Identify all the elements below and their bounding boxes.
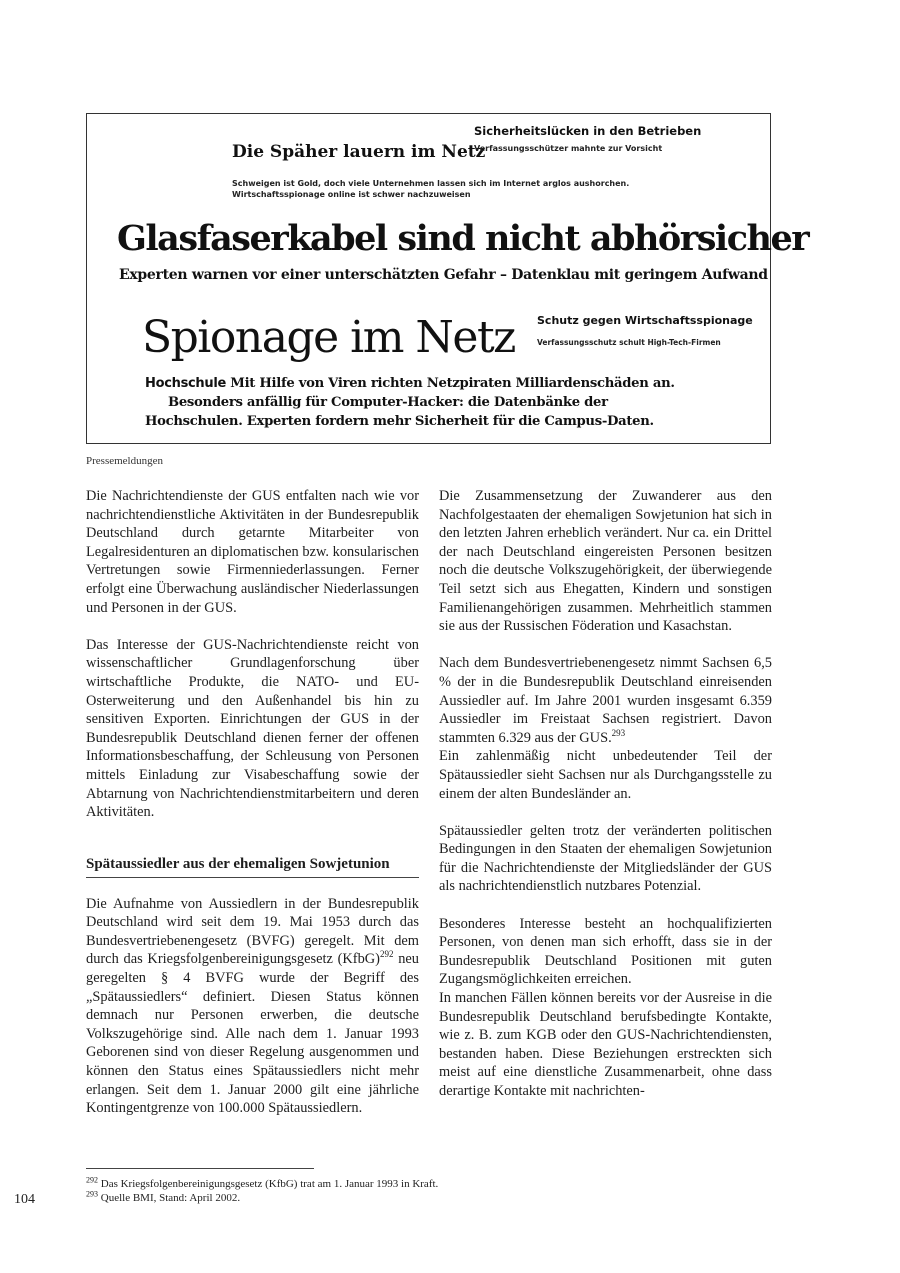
- clipping-headline-spaeher: Die Späher lauern im Netz: [232, 142, 486, 162]
- clipping-headline-spionage: Spionage im Netz: [142, 312, 515, 363]
- footnotes: [86, 1177, 438, 1205]
- figure-caption: Pressemeldungen: [86, 455, 163, 467]
- paragraph: Besonderes Interesse besteht an hochqualifizierten Personen, von denen man sich erhofft, dass sie in der Bundesrepublik Deutschland Positionen mit guten Zugangsmöglichkeiten erreichen.: [439, 915, 772, 988]
- clipping-subheadline-experten: Experten warnen vor einer unterschätzten Gefahr – Datenklau mit geringem Aufwand: [119, 267, 768, 283]
- clipping-side-title-sicherheitsluecken: Sicherheitslücken in den Betrieben: [474, 124, 702, 138]
- clipping-lead-line-1-text: Mit Hilfe von Viren richten Netzpiraten Milliardenschäden an.: [230, 376, 675, 391]
- clipping-lead-text: [145, 374, 675, 431]
- paragraph: Die Zusammensetzung der Zuwanderer aus den Nachfolgestaaten der ehemaligen Sowjetunion hat sich in den letzten Jahren erheblich verändert. Nur ca. ein Drittel der nach Deutschland eingereisten Personen besitzen noch die deutsche Volkszugehörigkeit, der überwiegende Teil setzt sich aus Ehegatten, Kindern und sonstigen Familienangehörigen zusammen. Mehrheitlich stammen sie aus der Russischen Föderation und Kasachstan.: [439, 488, 772, 635]
- clipping-lead-line-2: Besonders anfällig für Computer-Hacker: die Datenbänke der: [168, 395, 608, 410]
- footnote-text: Quelle BMI, Stand: April 2002.: [100, 1192, 241, 1204]
- clipping-headline-glasfaserkabel: Glasfaserkabel sind nicht abhörsicher: [117, 218, 809, 259]
- right-column: [439, 487, 772, 1101]
- press-clipping-image: [86, 113, 809, 444]
- footnote-292: [86, 1177, 438, 1191]
- section-heading: Spätaussiedler aus der ehemaligen Sowjetunion: [86, 855, 419, 878]
- paragraph: Spätaussiedler gelten trotz der veränderten politischen Bedingungen in den Staaten der ehemaligen Sowjetunion für die Nachrichtendienste der Mitgliedsländer der GUS als nachrichtendienstlich nutzbares Potenzial.: [439, 822, 772, 895]
- clipping-teaser-line-2: Wirtschaftsspionage online ist schwer nachzuweisen: [232, 190, 471, 199]
- paragraph: Ein zahlenmäßig nicht unbedeutender Teil der Spätaussiedler sieht Sachsen nur als Durchgangsstelle zu einem der alten Bundesländer an.: [439, 748, 772, 802]
- page-number: 104: [14, 1192, 35, 1207]
- paragraph-text: Die Aufnahme von Aussiedlern in der Bundesrepublik Deutschland wird seit dem 19. Mai 1953 durch das Bundesvertriebenengesetz (BVFG) geregelt. Mit dem durch das Kriegsfolgenbereinigungsgesetz (KfbG): [86, 895, 419, 968]
- paragraph-text: Nach dem Bundesvertriebenengesetz nimmt Sachsen 6,5 % der in die Bundesrepublik Deutschland einreisenden Aussiedler auf. Im Jahre 2001 wurden insgesamt 6.359 Aussiedler im Freistaat Sachsen registriert. Davon stammten 6.329 aus der GUS.: [439, 655, 772, 746]
- clipping-lead-line-3: Hochschulen. Experten fordern mehr Sicherheit für die Campus-Daten.: [145, 414, 654, 429]
- paragraph: [86, 895, 419, 1118]
- clipping-side-subtitle-verfassungsschuetzer: Verfassungsschützer mahnte zur Vorsicht: [474, 144, 663, 153]
- footnote-293: [86, 1191, 438, 1205]
- paragraph: Das Interesse der GUS-Nachrichtendienste reicht von wissenschaftlicher Grundlagenforschung über wirtschaftliche Produkte, die NATO- und EU-Osterweiterung und den Außenhandel bis hin zu sensitiven Exporten. Einrichtungen der GUS in der Bundesrepublik Deutschland dienen ferner der offenen Informationsbeschaffung, der Schleusung von Personen mittels Einladung zur Visabeschaffung sowie der Abtarnung von Nachrichtendienstmitarbeitern und deren Aktivitäten.: [86, 636, 419, 821]
- footnote-number: 293: [86, 1189, 98, 1199]
- paragraph: [439, 654, 772, 747]
- footnote-ref[interactable]: 293: [611, 727, 626, 738]
- clipping-teaser-line-1: Schweigen ist Gold, doch viele Unternehmen lassen sich im Internet arglos aushorchen.: [232, 179, 630, 188]
- clipping-side-title-schutz: Schutz gegen Wirtschaftsspionage: [537, 314, 753, 327]
- left-column: [86, 487, 419, 1118]
- footnote-ref[interactable]: 292: [379, 949, 394, 960]
- paragraph: In manchen Fällen können bereits vor der Ausreise in die Bundesrepublik Deutschland berufsbedingte Kontakte, wie z. B. zum KGB oder den GUS-Nachrichtendiensten, bestanden haben. Diese Beziehungen erstreckten sich meist auf eine dienstliche Zusammenarbeit, ohne dass derartige Kontakte mit nachrichten-: [439, 990, 772, 1099]
- clipping-side-subtitle-verfassungsschutz: Verfassungsschutz schult High-Tech-Firmen: [537, 338, 721, 347]
- clipping-lead-line-1: [145, 374, 675, 393]
- paragraph-text: neu geregelten § 4 BVFG wurde der Begriff des „Spätaussiedlers“ definiert. Diesen Status können demnach nur Personen erwerben, die deutsche Volkszugehörige sind. Alle nach dem 1. Januar 1993 Geborenen sind von dieser Regelung ausgenommen und können den Status eines Spätaussiedlers nicht mehr erlangen. Seit dem 1. Januar 2000 gilt eine jährliche Kontingentgrenze von 100.000 Spätaussiedlern.: [86, 951, 419, 1117]
- footnote-number: 292: [86, 1175, 98, 1185]
- clipping-lead-keyword: Hochschule: [145, 376, 226, 391]
- footnote-divider: [86, 1168, 314, 1169]
- paragraph: Die Nachrichtendienste der GUS entfalten nach wie vor nachrichtendienstliche Aktivitäten in der Bundesrepublik Deutschland durch getarnte Mitarbeiter von Legalresidenturen an diplomatischen bzw. konsularischen Vertretungen sowie Firmenniederlassungen. Ferner erfolgt eine Überwachung ausländischer Niederlassungen und Personen in der GUS.: [86, 488, 419, 616]
- footnote-text: Das Kriegsfolgenbereinigungsgesetz (KfbG) trat am 1. Januar 1993 in Kraft.: [100, 1178, 439, 1190]
